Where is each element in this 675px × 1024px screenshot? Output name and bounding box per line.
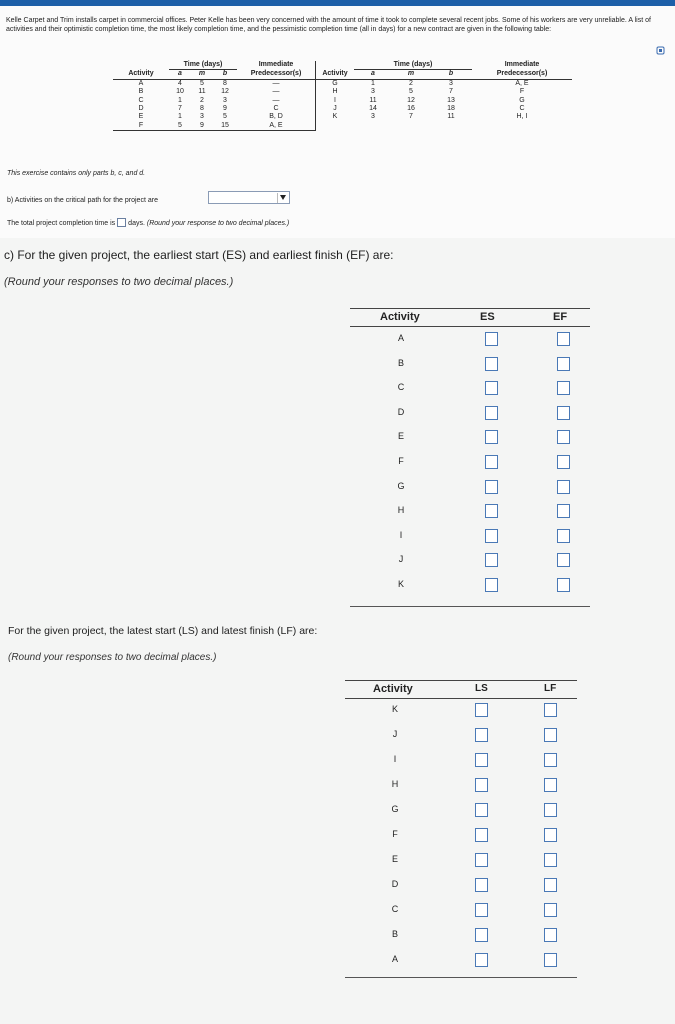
cell-m: 12 — [407, 96, 415, 104]
time-days-header-right: Time (days) — [354, 61, 472, 70]
lf-column-header: LF — [544, 683, 557, 694]
cell-b: 7 — [449, 88, 453, 96]
latest-round-note: (Round your responses to two decimal places.) — [8, 652, 217, 663]
ls-input[interactable] — [475, 828, 488, 842]
ef-input[interactable] — [557, 504, 570, 518]
es-input[interactable] — [485, 553, 498, 567]
a-header-left: a — [169, 70, 191, 79]
ef-input[interactable] — [557, 332, 570, 346]
total-time-input[interactable] — [117, 218, 126, 227]
ls-input[interactable] — [475, 853, 488, 867]
cell-a: 1 — [178, 96, 182, 104]
cell-m: 8 — [200, 105, 204, 113]
cell-m: 5 — [409, 88, 413, 96]
lf-input[interactable] — [544, 878, 557, 892]
ls-input[interactable] — [475, 953, 488, 967]
activity-label: A — [397, 333, 404, 343]
activity-label: C — [397, 382, 405, 393]
cell-m: 9 — [191, 122, 213, 131]
part-c-round-note: (Round your responses to two decimal places.) — [4, 276, 234, 288]
es-input[interactable] — [485, 381, 498, 395]
lf-input[interactable] — [544, 703, 557, 717]
activity-label: K — [391, 704, 398, 714]
cell-a: 3 — [371, 113, 375, 121]
cell-m: 3 — [200, 113, 204, 121]
cell-a: 4 — [178, 79, 182, 87]
es-column-header: ES — [480, 311, 495, 323]
m-header-right: m — [392, 70, 430, 79]
activity-label: H — [391, 779, 399, 789]
total-time-line — [7, 218, 289, 227]
ef-input[interactable] — [557, 381, 570, 395]
activity-label: B — [391, 929, 398, 939]
exercise-note: This exercise contains only parts b, c, and d. — [7, 170, 146, 177]
table-top-rule — [345, 680, 577, 681]
cell-pred: G — [519, 96, 525, 104]
activity-label: D — [397, 406, 405, 417]
activity-label: F — [392, 829, 398, 839]
cell-activity: B — [138, 88, 144, 96]
cell-b: 13 — [447, 96, 455, 104]
activity-label: E — [391, 854, 398, 864]
table-row — [113, 122, 572, 131]
table-row — [113, 105, 572, 113]
total-time-prefix: The total project completion time is — [7, 220, 116, 227]
ef-column-header: EF — [553, 311, 568, 323]
cell-pred: F — [519, 88, 525, 96]
predecessors-header-left: Predecessor(s) — [237, 70, 316, 79]
header-rule — [345, 698, 577, 699]
ls-column-header: LS — [475, 683, 488, 694]
ef-input[interactable] — [557, 357, 570, 371]
activity-label: C — [391, 904, 399, 914]
cell-activity: J — [333, 105, 337, 113]
activity-label: I — [399, 529, 403, 540]
cell-b: 18 — [447, 105, 455, 113]
ls-input[interactable] — [475, 728, 488, 742]
cell-m: 16 — [407, 105, 415, 113]
cell-b: 9 — [223, 105, 227, 113]
ef-input[interactable] — [557, 529, 570, 543]
cell-activity: H — [332, 88, 338, 96]
ls-input[interactable] — [475, 903, 488, 917]
lf-input[interactable] — [544, 853, 557, 867]
es-input[interactable] — [485, 529, 498, 543]
cell-m: 2 — [409, 79, 413, 87]
cell-pred: — — [237, 97, 316, 105]
cell-activity: A — [138, 79, 144, 87]
cell-pred: B, D — [237, 113, 316, 121]
ls-input[interactable] — [475, 878, 488, 892]
ef-input[interactable] — [557, 430, 570, 444]
immediate-header-right: Immediate — [504, 61, 540, 69]
cell-activity: D — [138, 105, 144, 113]
lf-input[interactable] — [544, 903, 557, 917]
table-top-rule — [350, 308, 590, 309]
lf-input[interactable] — [544, 928, 557, 942]
cell-b: 11 — [447, 113, 455, 121]
cell-a: 5 — [169, 122, 191, 131]
header-rule — [350, 326, 590, 327]
activity-label: J — [398, 554, 404, 565]
activity-label: K — [397, 579, 404, 589]
activity-label: G — [391, 804, 399, 814]
cell-a: 1 — [178, 113, 182, 121]
cell-b: 8 — [223, 79, 227, 87]
cell-a: 14 — [369, 105, 377, 113]
b-header-right: b — [430, 70, 472, 79]
activity-column-header: Activity — [380, 311, 420, 323]
cell-a: 7 — [178, 105, 182, 113]
cell-m: 5 — [200, 79, 204, 87]
ef-input[interactable] — [557, 553, 570, 567]
predecessors-header-right: Predecessor(s) — [472, 70, 572, 79]
es-input[interactable] — [485, 406, 498, 420]
activity-label: F — [398, 456, 404, 466]
es-input[interactable] — [485, 332, 498, 346]
ls-input[interactable] — [475, 753, 488, 767]
table-row — [113, 113, 572, 121]
es-input[interactable] — [485, 578, 498, 592]
b-header-left: b — [213, 70, 237, 79]
lf-input[interactable] — [544, 778, 557, 792]
lf-input[interactable] — [544, 728, 557, 742]
cell-pred: C — [237, 105, 316, 113]
ls-input[interactable] — [475, 703, 488, 717]
cell-b: 3 — [223, 96, 227, 104]
a-header-right: a — [354, 70, 392, 79]
activity-label: H — [397, 505, 405, 516]
time-days-header-left: Time (days) — [169, 61, 237, 70]
critical-path-dropdown[interactable] — [208, 191, 290, 204]
lf-input[interactable] — [544, 828, 557, 842]
ef-input[interactable] — [557, 578, 570, 592]
activity-header-right: Activity — [316, 70, 355, 79]
activity-label: B — [397, 357, 404, 368]
cell-b: 12 — [221, 88, 229, 96]
activity-label: I — [393, 754, 397, 764]
cell-activity: E — [138, 113, 144, 121]
m-header-left: m — [191, 70, 213, 79]
expand-icon[interactable] — [656, 46, 665, 55]
activity-column-header: Activity — [373, 683, 413, 695]
cell-pred: C — [519, 105, 525, 113]
latest-heading: For the given project, the latest start (LS) and latest finish (LF) are: — [8, 625, 318, 637]
table-bottom-rule — [350, 606, 590, 607]
table-row — [113, 79, 572, 88]
cell-m: 7 — [409, 113, 413, 121]
cell-pred: H, I — [516, 113, 528, 121]
ef-input[interactable] — [557, 406, 570, 420]
cell-m: 11 — [198, 88, 206, 96]
activity-label: E — [397, 431, 404, 442]
activity-label: J — [392, 729, 398, 739]
activity-label: G — [397, 480, 405, 491]
ef-input[interactable] — [557, 480, 570, 494]
cell-pred: A, E — [237, 122, 316, 131]
dropdown-separator — [277, 193, 278, 203]
cell-a: 1 — [371, 79, 375, 87]
lf-input[interactable] — [544, 803, 557, 817]
table-row — [113, 88, 572, 96]
total-time-hint: (Round your response to two decimal places.) — [146, 220, 290, 227]
table-bottom-rule — [345, 977, 577, 978]
dropdown-arrow-icon[interactable] — [280, 195, 286, 200]
activity-header-left: Activity — [113, 70, 169, 79]
cell-activity: K — [332, 113, 338, 121]
lf-input[interactable] — [544, 953, 557, 967]
lf-input[interactable] — [544, 753, 557, 767]
ef-input[interactable] — [557, 455, 570, 469]
cell-a: 10 — [176, 88, 184, 96]
cell-m: 2 — [200, 96, 204, 104]
activity-times-table — [113, 61, 572, 131]
es-input[interactable] — [485, 480, 498, 494]
total-time-suffix: days. — [128, 220, 145, 227]
cell-activity: F — [113, 122, 169, 131]
cell-activity: I — [334, 96, 336, 104]
ls-input[interactable] — [475, 803, 488, 817]
activity-label: D — [391, 879, 399, 889]
es-input[interactable] — [485, 357, 498, 371]
cell-pred: — — [237, 88, 316, 96]
immediate-header-left: Immediate — [237, 61, 316, 70]
problem-intro: Kelle Carpet and Trim installs carpet in commercial offices. Peter Kelle has been very concerned with the amount of time it took to complete several recent jobs. Some of his workers are very unreliable. A list of activities and their optimistic completion time, the most likely completion time, and the pessimistic completion time (all in days) for a new contract are given in the following table: — [6, 17, 651, 33]
es-ef-table — [350, 308, 590, 608]
cell-a: 11 — [369, 96, 377, 104]
cell-activity: G — [332, 79, 338, 87]
table-row — [113, 97, 572, 105]
activity-label: A — [391, 954, 398, 964]
cell-pred: — — [237, 79, 316, 88]
cell-b: 3 — [449, 79, 453, 87]
critical-path-label: b) Activities on the critical path for the project are — [7, 197, 158, 204]
part-c-heading: c) For the given project, the earliest start (ES) and earliest finish (EF) are: — [4, 248, 394, 262]
es-input[interactable] — [485, 430, 498, 444]
cell-activity: C — [138, 96, 144, 104]
cell-pred: A, E — [515, 79, 529, 87]
ls-input[interactable] — [475, 778, 488, 792]
ls-lf-table — [345, 680, 577, 980]
ls-input[interactable] — [475, 928, 488, 942]
es-input[interactable] — [485, 455, 498, 469]
cell-b: 5 — [223, 113, 227, 121]
cell-a: 3 — [371, 88, 375, 96]
cell-b: 15 — [213, 122, 237, 131]
es-input[interactable] — [485, 504, 498, 518]
